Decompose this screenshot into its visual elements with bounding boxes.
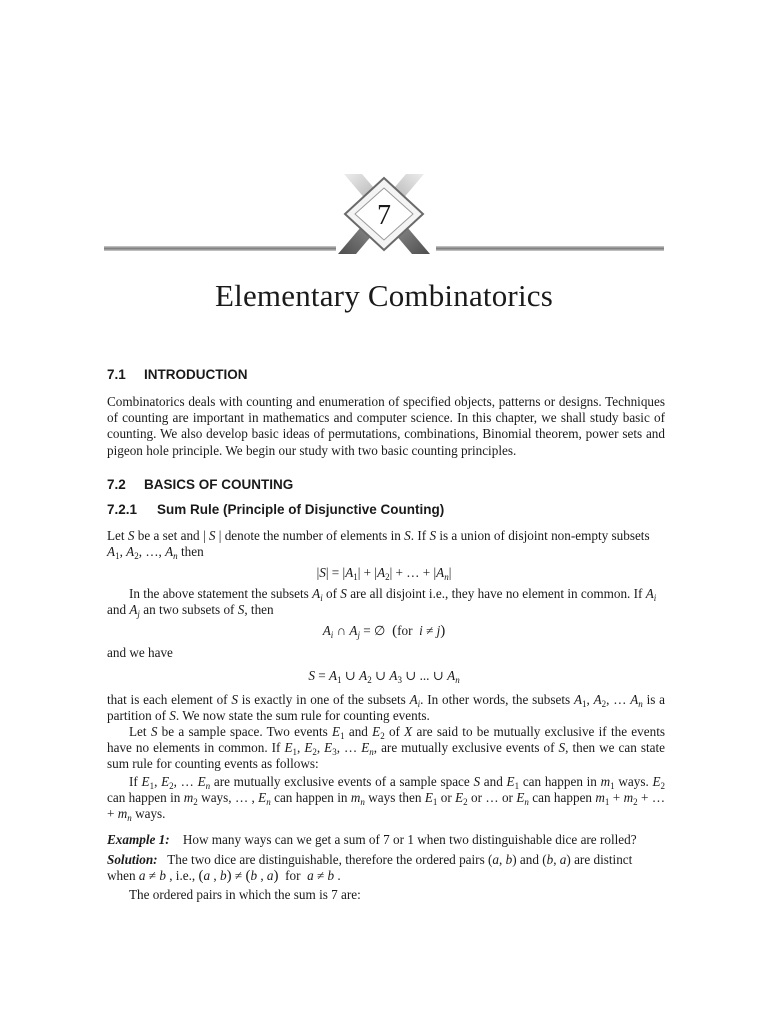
section-heading-7-2-1 bbox=[107, 502, 444, 517]
section-title: Sum Rule (Principle of Disjunctive Counting) bbox=[157, 502, 445, 517]
chapter-title: Elementary Combinatorics bbox=[215, 278, 553, 313]
left-rule bbox=[104, 246, 336, 251]
paragraph-sum-rule: If $E_1$, $E_2$, … $E_n$ are mutually exclusive events of a sample space S and $E_1$ can happen in $m_1$ ways. $E_2$ can happen in $m_2$ ways, … , $E_n$ can happen in $m_n$ ways then $E_1$ or $E_2$ or … or $E_n$ can happen $m_1 + m_2$ + … + $m_n$ ways. bbox=[107, 774, 666, 824]
section-number: 7.1 bbox=[107, 367, 126, 382]
paragraph-partition: that is each element of S is exactly in one of the subsets $A_i$. In other words, the subsets $A_1$, $A_2$, … $A_n$ is a partition of S. We now state the sum rule for counting events. bbox=[107, 692, 665, 724]
section-heading-7-1 bbox=[107, 367, 248, 382]
section-number: 7.2.1 bbox=[107, 502, 138, 517]
section-title: BASICS OF COUNTING bbox=[144, 477, 294, 492]
chapter-number: 7 bbox=[377, 200, 391, 231]
equation-sum-cardinality: $|S| = |A_1| + |A_2|$ + … + $|A_n|$ bbox=[316, 565, 452, 582]
equation-union: $S = A_1$ ∪ $A_2$ ∪ $A_3$ ∪ ... ∪ $A_n$ bbox=[308, 668, 460, 685]
chapter-emblem bbox=[104, 168, 664, 260]
solution: Solution: The two dice are distinguishable, therefore the ordered pairs (a, b) and (b, a) are distinct when a ≠ b , i.e., (a , b) ≠ (b , a) for a ≠ b . bbox=[107, 852, 633, 885]
right-rule bbox=[436, 246, 664, 251]
section-title: INTRODUCTION bbox=[144, 367, 248, 382]
section-heading-7-2 bbox=[107, 477, 293, 492]
example-label: Example 1: bbox=[107, 832, 170, 847]
example-1 bbox=[107, 832, 665, 848]
equation-intersection-empty: $A_i$ ∩ $A_j$ = ∅ (for i ≠ j) bbox=[322, 623, 446, 640]
paragraph-set-definition: Let S be a set and | S | denote the number of elements in S. If S is a union of disjoint non-empty subsets $A_1$, $A_2$, …, $A_n$ then bbox=[107, 528, 650, 562]
paragraph-sample-space: Let S be a sample space. Two events $E_1$ and $E_2$ of X are said to be mutually exclusive if the events have no elements in common. If $E_1$, $E_2$, $E_3$, … $E_n$, are mutually exclusive events of S, then we can state sum rule for counting events as follows: bbox=[107, 724, 665, 772]
paragraph-ordered-pairs: The ordered pairs in which the sum is 7 are: bbox=[129, 887, 361, 902]
section-number: 7.2 bbox=[107, 477, 126, 492]
solution-label: Solution: bbox=[107, 852, 158, 867]
paragraph-disjoint-subsets: In the above statement the subsets $A_i$ of S are all disjoint i.e., they have no element in common. If $A_i$ and $A_j$ an two subsets of S, then bbox=[107, 586, 657, 620]
paragraph-and-we-have: and we have bbox=[107, 645, 173, 660]
example-text: How many ways can we get a sum of 7 or 1 when two distinguishable dice are rolled? bbox=[182, 832, 637, 847]
intro-paragraph: Combinatorics deals with counting and enumeration of specified objects, patterns or designs. Techniques of counting are important in mathematics and computer science. In this chapter, we shall study basic of counting. We also develop basic ideas of permutations, combinations, Binomial theorem, power sets and pigeon hole principle. We begin our study with two basic counting principles. bbox=[107, 394, 665, 458]
